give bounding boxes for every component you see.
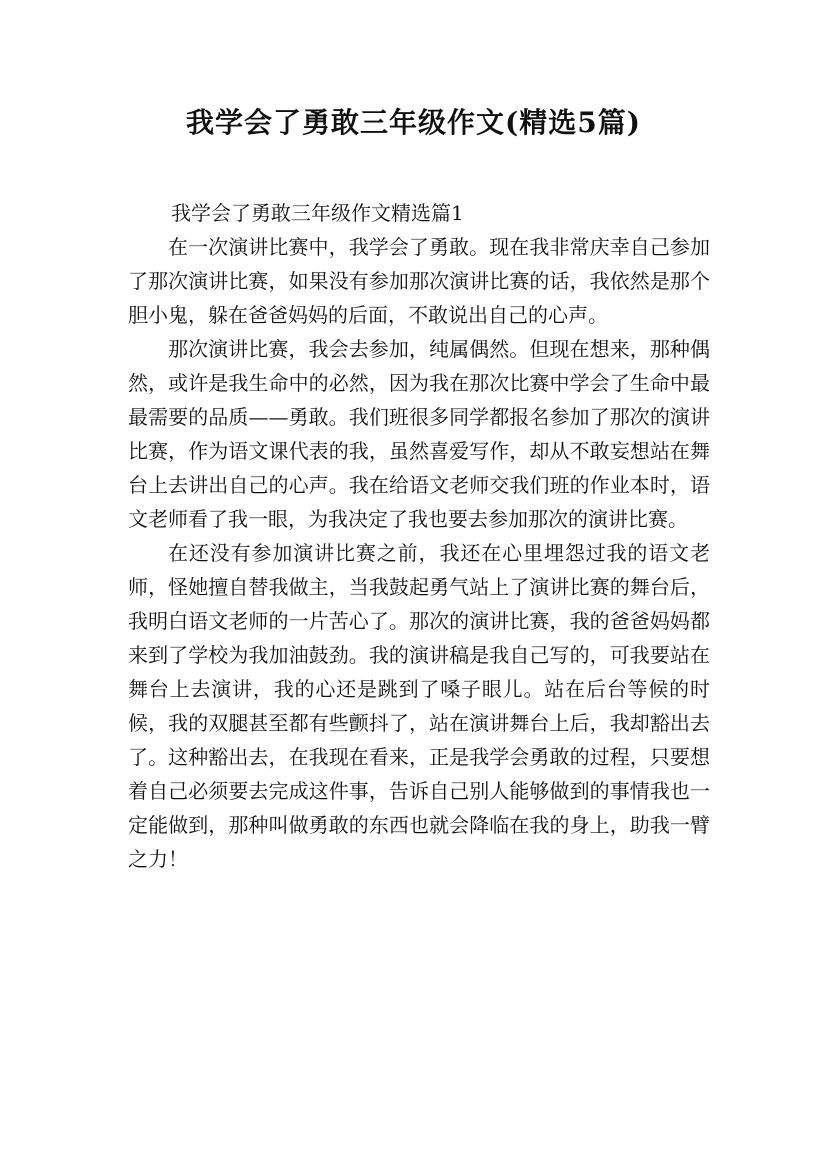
- document-title: 我学会了勇敢三年级作文(精选5篇): [186, 106, 641, 139]
- paragraph: 在一次演讲比赛中，我学会了勇敢。现在我非常庆幸自己参加了那次演讲比赛，如果没有参加那次演讲比赛的话，我依然是那个胆小鬼，躲在爸爸妈妈的后面，不敢说出自己的心声。: [128, 235, 710, 327]
- document-body: [128, 230, 710, 876]
- paragraph: 在还没有参加演讲比赛之前，我还在心里埋怨过我的语文老师，怪她擅自替我做主，当我鼓起勇气站上了演讲比赛的舞台后，我明白语文老师的一片苦心了。那次的演讲比赛，我的爸爸妈妈都来到了学校为我加油鼓劲。我的演讲稿是我自己写的，可我要站在舞台上去演讲，我的心还是跳到了嗓子眼儿。站在后台等候的时候，我的双腿甚至都有些颤抖了，站在演讲舞台上后，我却豁出去了。这种豁出去，在我现在看来，正是我学会勇敢的过程，只要想着自己必须要去完成这件事，告诉自己别人能够做到的事情我也一定能做到，那种叫做勇敢的东西也就会降临在我的身上，助我一臂之力！: [128, 541, 710, 871]
- paragraph: 那次演讲比赛，我会去参加，纯属偶然。但现在想来，那种偶然，或许是我生命中的必然，因为我在那次比赛中学会了生命中最最需要的品质——勇敢。我们班很多同学都报名参加了那次的演讲比赛，作为语文课代表的我，虽然喜爱写作，却从不敢妄想站在舞台上去讲出自己的心声。我在给语文老师交我们班的作业本时，语文老师看了我一眼，为我决定了我也要去参加那次的演讲比赛。: [128, 337, 710, 531]
- section-heading: 我学会了勇敢三年级作文精选篇1: [171, 201, 464, 225]
